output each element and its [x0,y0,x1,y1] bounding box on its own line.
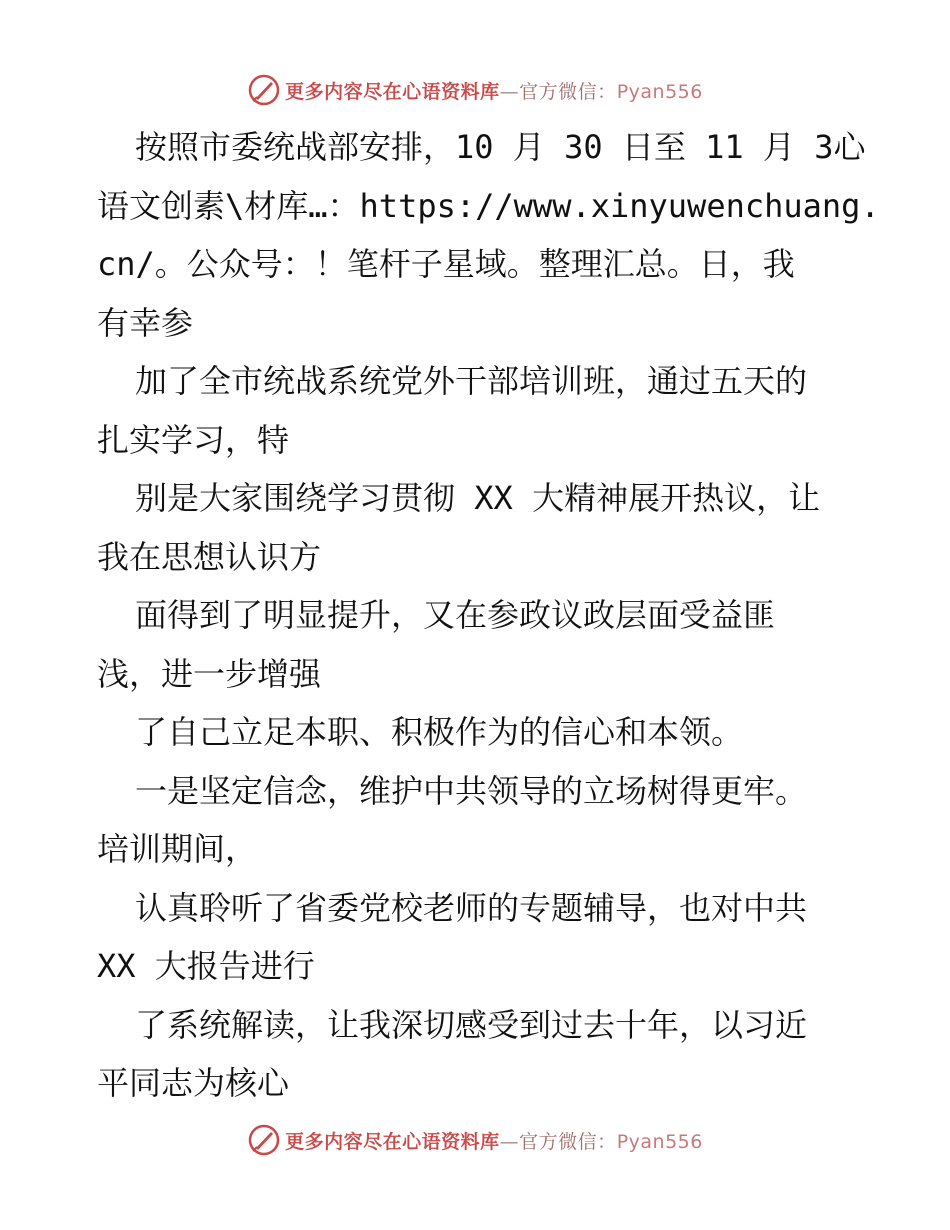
header-wechat-label: 官方微信： [519,80,617,103]
quill-logo-icon [247,73,281,107]
text-line: 浅，进一步增强 [97,654,322,693]
header-text [285,77,703,104]
text-line: 有幸参 [97,303,194,342]
text-line: 了系统解读，让我深切感受到过去十年，以习近 [135,1005,808,1044]
footer-dash: — [499,1130,520,1153]
header-wechat-id: Pyan556 [616,80,703,103]
footer-banner [0,1120,950,1160]
text-line: 按照市委统战部安排，10 月 30 日至 11 月 3心 [135,128,866,166]
text-line: 平同志为核心 [97,1064,290,1102]
header-banner [0,70,950,110]
text-line: 扎实学习，特 [97,420,290,459]
header-brand: 更多内容尽在心语资料库 [285,80,500,103]
text-line: 了自己立足本职、积极作为的信心和本领。 [135,713,744,751]
text-line: 面得到了明显提升，又在参政议政层面受益匪 [135,596,776,634]
text-line: cn/。公众号：！笔杆子星域。整理汇总。日，我 [97,245,795,283]
footer-text [285,1127,703,1154]
text-line: XX 大报告进行 [97,947,315,985]
quill-logo-icon [247,1123,281,1157]
footer-wechat-id: Pyan556 [616,1130,703,1153]
text-line: 一是坚定信念，维护中共领导的立场树得更牢。 [135,771,808,810]
text-line: 认真聆听了省委党校老师的专题辅导，也对中共 [135,888,808,927]
text-line: 加了全市统战系统党外干部培训班，通过五天的 [135,362,808,400]
header-dash: — [499,80,520,103]
text-line: 我在思想认识方 [97,537,322,576]
text-line: 培训期间， [97,830,258,868]
footer-wechat-label: 官方微信： [519,1130,617,1153]
document-body [97,118,880,1113]
footer-brand: 更多内容尽在心语资料库 [285,1130,500,1153]
text-line: 别是大家围绕学习贯彻 XX 大精神展开热议，让 [135,479,821,517]
text-line: 语文创素\材库…：https://www.xinyuwenchuang. [97,186,880,225]
